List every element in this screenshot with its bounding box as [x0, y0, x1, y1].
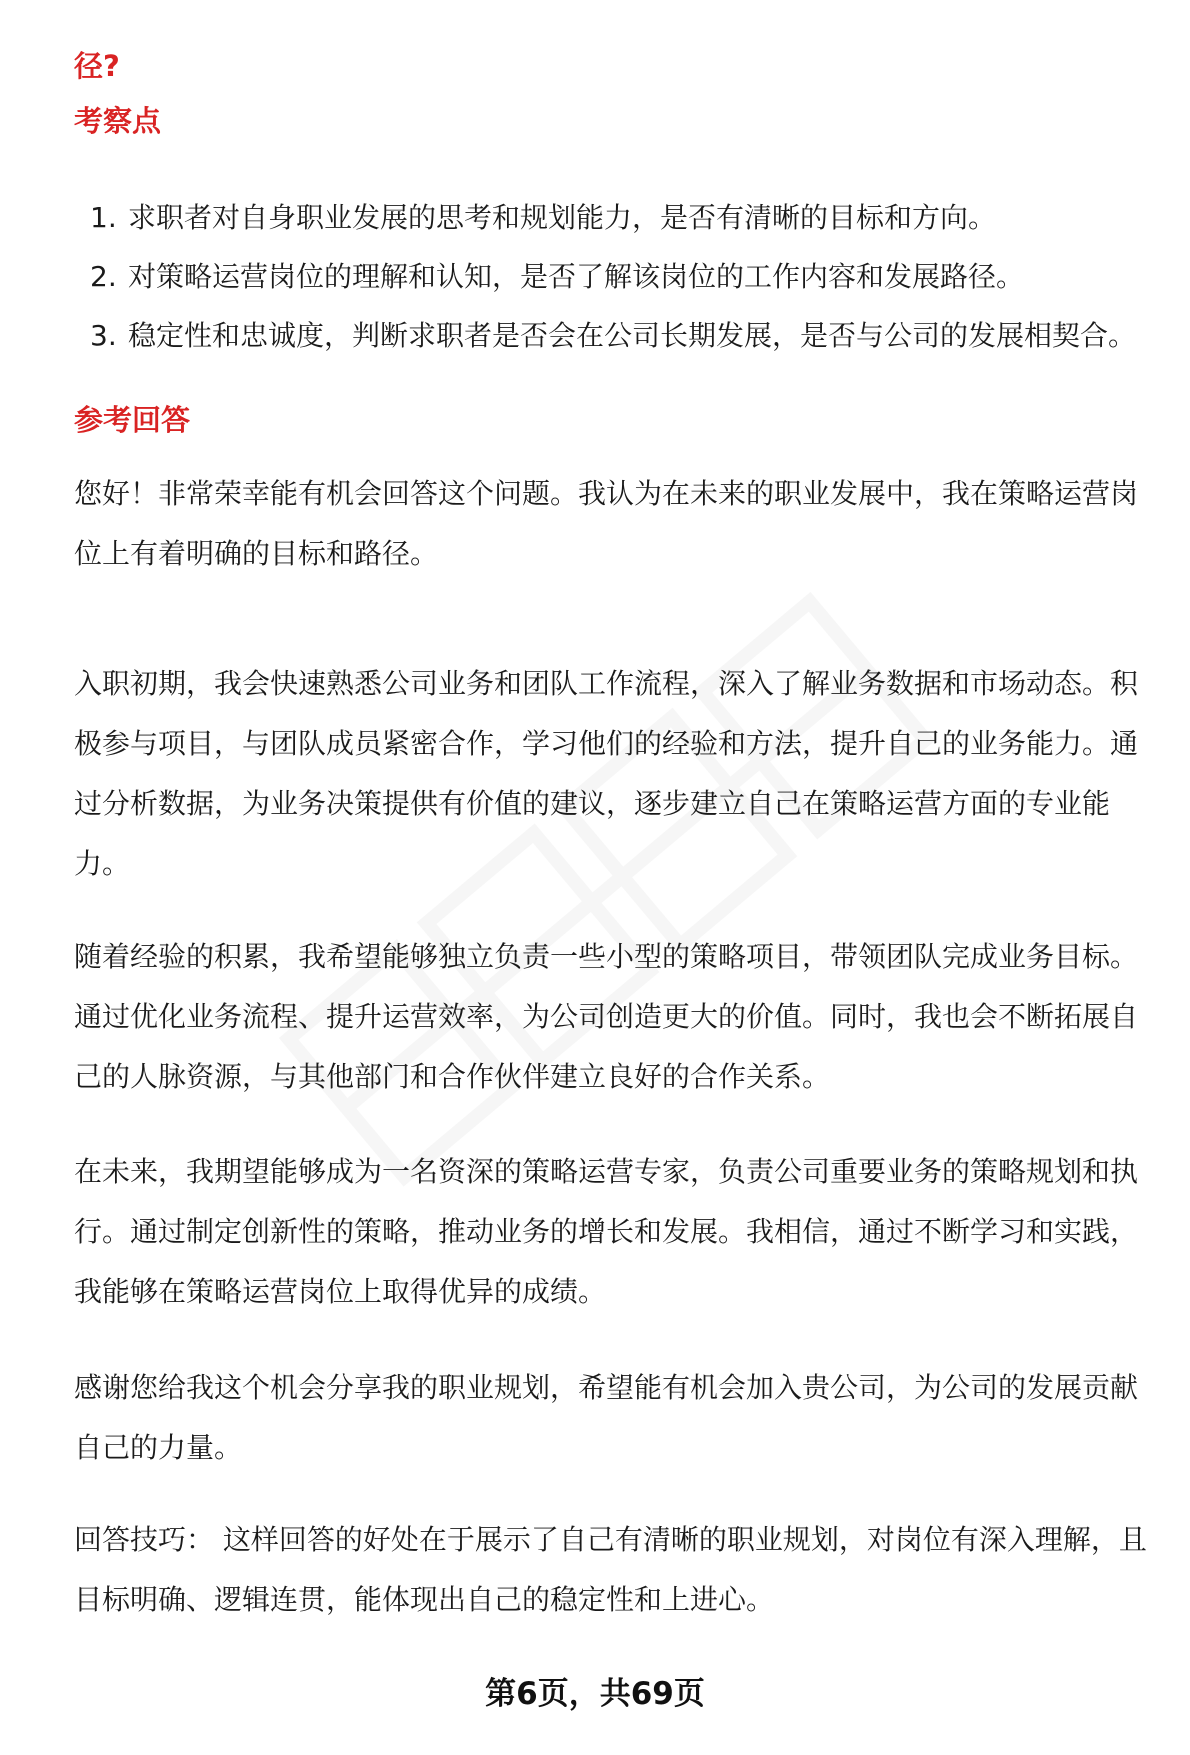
list-item-number: 2. — [90, 260, 117, 293]
continuation-title: 径? — [74, 49, 120, 83]
answer-paragraph: 感谢您给我这个机会分享我的职业规划，希望能有机会加入贵公司，为公司的发展贡献自己的力量。 — [74, 1371, 1139, 1464]
list-item — [74, 188, 1154, 247]
answer-paragraph: 您好！非常荣幸能有机会回答这个问题。我认为在未来的职业发展中，我在策略运营岗位上有着明确的目标和路径。 — [74, 477, 1139, 570]
page-number: 第6页，共69页 — [485, 1676, 705, 1712]
answer-paragraph: 入职初期，我会快速熟悉公司业务和团队工作流程，深入了解业务数据和市场动态。积极参与项目，与团队成员紧密合作，学习他们的经验和方法，提升自己的业务能力。通过分析数据，为业务决策提供有价值的建议，逐步建立自己在策略运营方面的专业能力。 — [74, 667, 1139, 880]
list-item-number: 3. — [90, 319, 117, 352]
list-item-text: 稳定性和忠诚度，判断求职者是否会在公司长期发展，是否与公司的发展相契合。 — [128, 319, 1137, 352]
list-item-text: 求职者对自身职业发展的思考和规划能力，是否有清晰的目标和方向。 — [128, 201, 997, 234]
answer-tips-paragraph: 回答技巧： 这样回答的好处在于展示了自己有清晰的职业规划，对岗位有深入理解，且目标明确、逻辑连贯，能体现出自己的稳定性和上进心。 — [74, 1523, 1147, 1616]
points-list — [74, 188, 1154, 365]
points-heading: 考察点 — [74, 104, 162, 138]
list-item — [74, 306, 1154, 365]
list-item-text: 对策略运营岗位的理解和认知，是否了解该岗位的工作内容和发展路径。 — [128, 260, 1025, 293]
list-item-number: 1. — [90, 201, 117, 234]
answer-paragraph: 在未来，我期望能够成为一名资深的策略运营专家，负责公司重要业务的策略规划和执行。通过制定创新性的策略，推动业务的增长和发展。我相信，通过不断学习和实践，我能够在策略运营岗位上取得优异的成绩。 — [74, 1155, 1139, 1308]
answer-paragraph: 随着经验的积累，我希望能够独立负责一些小型的策略项目，带领团队完成业务目标。通过优化业务流程、提升运营效率，为公司创造更大的价值。同时，我也会不断拓展自己的人脉资源，与其他部门和合作伙伴建立良好的合作关系。 — [74, 940, 1139, 1093]
answer-heading: 参考回答 — [74, 403, 191, 437]
list-item — [74, 247, 1154, 306]
